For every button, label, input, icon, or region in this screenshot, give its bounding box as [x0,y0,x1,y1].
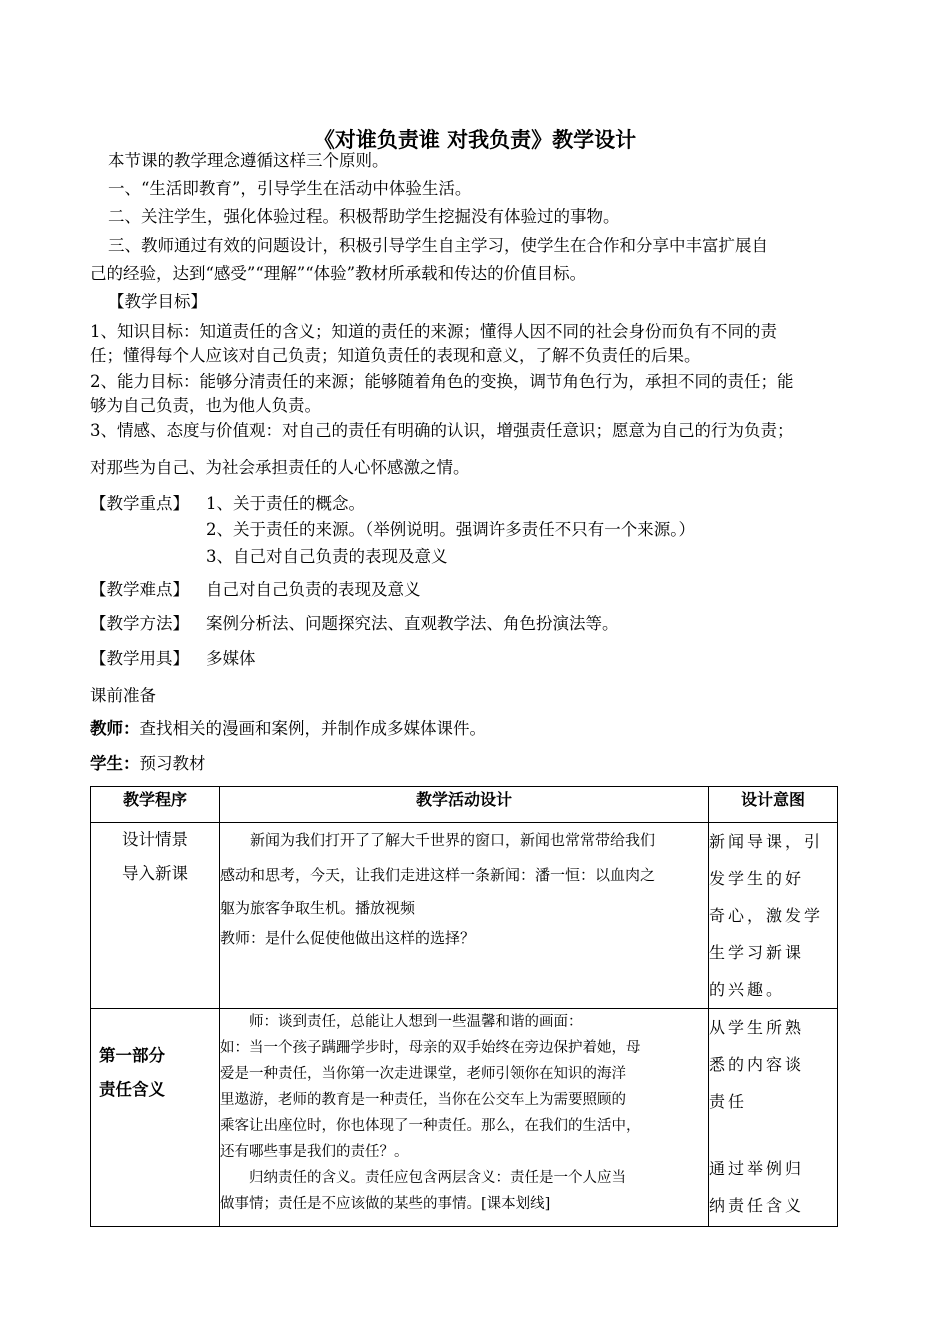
intent-line: 生学习新课 [709,943,805,962]
key-points-label: 【教学重点】 [90,494,189,513]
header-intent: 设计意图 [709,787,838,823]
goals-heading: 【教学目标】 [108,292,207,311]
intent-line: 责任 [709,1092,748,1111]
procedure-cell [91,1009,220,1227]
intent-spacer [709,1120,837,1150]
prep-teacher-text: 查找相关的漫画和案例，并制作成多媒体课件。 [139,719,486,738]
activity-line: 新闻为我们打开了了解大千世界的窗口，新闻也常常带给我们 [250,831,656,849]
procedure-cell [91,823,220,1009]
table-row [91,1009,838,1227]
activity-line: 做事情；责任是不应该做的某些的事情。[课本划线] [220,1196,551,1212]
tools-label: 【教学用具】 [90,649,189,668]
intent-line: 通过举例归 [709,1159,805,1178]
key-point-item: 1、关于责任的概念。 [206,494,365,513]
goal-line: 够为自己负责，也为他人负责。 [90,396,321,415]
prep-teacher [90,718,486,740]
activity-cell [220,1009,709,1227]
intro-line: 己的经验，达到“感受”“理解”“体验”教材所承载和传达的价值目标。 [90,264,587,283]
activity-line: 里遨游，老师的教育是一种责任，当你在公交车上为需要照顾的 [220,1092,626,1108]
activity-cell [220,823,709,1009]
activity-line: 爱是一种责任，当你第一次走进课堂，老师引领你在知识的海洋 [220,1066,626,1082]
header-activity: 教学活动设计 [220,787,709,823]
activity-line: 躯为旅客争取生机。播放视频 [220,899,416,917]
intent-line: 发学生的好 [709,869,805,888]
method-label: 【教学方法】 [90,614,189,633]
intro-line: 二、关注学生，强化体验过程。积极帮助学生挖掘没有体验过的事物。 [108,207,620,226]
goal-line: 3、情感、态度与价值观：对自己的责任有明确的认识，增强责任意识；愿意为自己的行为负责； [90,421,794,440]
key-point-item: 3、自己对自己负责的表现及意义 [206,547,448,566]
goal-line: 1、知识目标：知道责任的含义；知道的责任的来源；懂得人因不同的社会身份而负有不同的责 [90,322,777,341]
prep-teacher-label: 教师： [90,719,140,738]
table-row [91,823,838,1009]
header-procedure: 教学程序 [91,787,220,823]
lesson-table [90,786,838,1227]
document-title: 《对谁负责谁 对我负责》教学设计 [313,127,637,152]
difficulty-text: 自己对自己负责的表现及意义 [206,580,421,599]
intent-line: 奇心，激发学 [709,906,824,925]
activity-line: 教师：是什么促使他做出这样的选择？ [220,929,476,947]
intent-line: 悉的内容谈 [709,1055,805,1074]
intent-line: 新闻导课，引 [709,832,824,851]
intro-line: 一、“生活即教育”，引导学生在活动中体验生活。 [108,179,472,198]
procedure-line: 责任含义 [99,1080,165,1099]
intent-cell [709,1009,838,1227]
intent-cell [709,823,838,1009]
key-point-item: 2、关于责任的来源。（举例说明。强调许多责任不只有一个来源。） [206,520,695,539]
tools-text: 多媒体 [206,649,256,668]
procedure-line: 设计情景 [122,830,188,849]
table-header-row [91,787,838,823]
activity-line: 感动和思考，今天，让我们走进这样一条新闻：潘一恒：以血肉之 [220,866,656,884]
goal-line: 对那些为自己、为社会承担责任的人心怀感激之情。 [90,458,470,477]
prep-student-text: 预习教材 [139,754,206,773]
procedure-line: 导入新课 [122,864,188,883]
activity-line: 还有哪些事是我们的责任？。 [220,1144,409,1160]
method-text: 案例分析法、问题探究法、直观教学法、角色扮演法等。 [206,614,619,633]
activity-line: 归纳责任的含义。责任应包含两层含义：责任是一个人应当 [249,1170,626,1186]
activity-line: 师：谈到责任，总能让人想到一些温馨和谐的画面： [249,1014,583,1030]
activity-line: 如：当一个孩子蹒跚学步时，母亲的双手始终在旁边保护着她，母 [220,1040,641,1056]
difficulty-label: 【教学难点】 [90,580,189,599]
procedure-line: 第一部分 [99,1046,165,1065]
intent-line: 的兴趣。 [709,980,786,999]
intro-line: 本节课的教学理念遵循这样三个原则。 [108,151,389,170]
prep-student [90,753,206,775]
prep-heading: 课前准备 [90,686,156,705]
intent-line: 纳责任含义 [709,1196,805,1215]
intro-line: 三、教师通过有效的问题设计，积极引导学生自主学习，使学生在合作和分享中丰富扩展自 [108,236,768,255]
intent-line: 从学生所熟 [709,1018,805,1037]
prep-student-label: 学生： [90,754,140,773]
activity-line: 乘客让出座位时，你也体现了一种责任。那么，在我们的生活中， [220,1118,641,1134]
goal-line: 任；懂得每个人应该对自己负责；知道负责任的表现和意义，了解不负责任的后果。 [90,346,701,365]
goal-line: 2、能力目标：能够分清责任的来源；能够随着角色的变换，调节角色行为，承担不同的责任；能 [90,372,794,391]
